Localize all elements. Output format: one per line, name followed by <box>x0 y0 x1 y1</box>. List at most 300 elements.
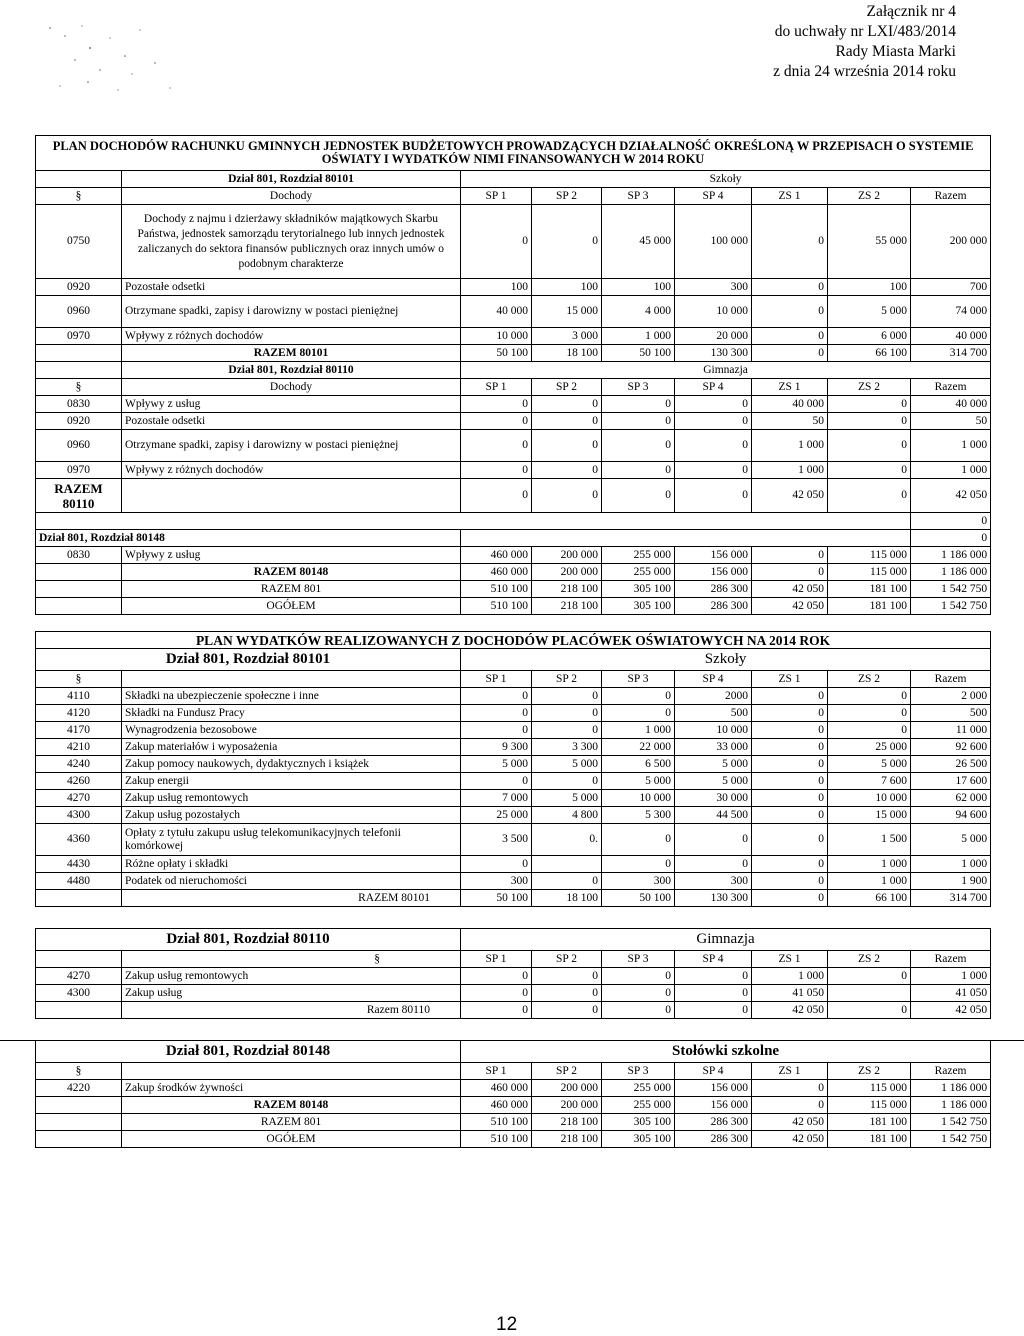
column-header: SP 3 <box>602 671 675 688</box>
cell-value: 300 <box>461 873 532 890</box>
cell-value: 460 000 <box>461 564 532 581</box>
column-header: SP 2 <box>532 188 602 205</box>
column-header: SP 4 <box>675 951 752 968</box>
row-name: Otrzymane spadki, zapisy i darowizny w postaci pieniężnej <box>122 430 461 462</box>
cell-value: 0 <box>752 890 828 907</box>
column-header: Dochody <box>122 379 461 396</box>
row-name: Zakup materiałów i wyposażenia <box>122 739 461 756</box>
cell-value: 156 000 <box>675 1080 752 1097</box>
total-row <box>36 890 991 907</box>
income-s1-heading: Dział 801, Rozdział 80101 <box>122 171 461 188</box>
cell-value: 5 000 <box>602 773 675 790</box>
cell-value: 66 100 <box>828 890 911 907</box>
table-row <box>36 279 991 296</box>
cell-value: 0 <box>602 479 675 513</box>
total-label: Razem 80110 <box>122 1002 461 1019</box>
table-row <box>36 547 991 564</box>
cell-value: 0 <box>532 705 602 722</box>
cell-value: 100 <box>828 279 911 296</box>
row-name: Wpływy z usług <box>122 396 461 413</box>
cell-value: 0 <box>461 968 532 985</box>
total-label: RAZEM 80148 <box>122 1097 461 1114</box>
cell-value: 50 100 <box>461 345 532 362</box>
column-header: ZS 1 <box>752 379 828 396</box>
column-header: SP 4 <box>675 1063 752 1080</box>
total-row <box>36 1131 991 1148</box>
cell-value: 0 <box>752 705 828 722</box>
cell-value: 5 300 <box>602 807 675 824</box>
table-row <box>36 430 991 462</box>
row-code: 4110 <box>36 688 122 705</box>
cell-value: 0 <box>752 345 828 362</box>
expenses-title: PLAN WYDATKÓW REALIZOWANYCH Z DOCHODÓW PLACÓWEK OŚWIATOWYCH NA 2014 ROK <box>36 632 991 649</box>
cell-value: 0 <box>602 413 675 430</box>
column-header: Razem <box>911 951 991 968</box>
cell-value: 218 100 <box>532 1131 602 1148</box>
row-code: 4360 <box>36 824 122 856</box>
cell-value: 0 <box>675 856 752 873</box>
cell-value: 1 186 000 <box>911 564 991 581</box>
cell-value: 0 <box>752 856 828 873</box>
cell-value: 286 300 <box>675 1131 752 1148</box>
cell-value: 11 000 <box>911 722 991 739</box>
cell-value: 130 300 <box>675 345 752 362</box>
cell-value: 460 000 <box>461 547 532 564</box>
cell-value: 0 <box>602 985 675 1002</box>
cell-value: 0 <box>828 1002 911 1019</box>
cell-value: 40 000 <box>911 396 991 413</box>
cell-value: 510 100 <box>461 581 532 598</box>
row-name: Zakup usług remontowych <box>122 790 461 807</box>
cell-value: 460 000 <box>461 1097 532 1114</box>
cell-value: 1 000 <box>911 430 991 462</box>
table-row <box>36 296 991 328</box>
cell-value: 5 000 <box>828 296 911 328</box>
cell-value: 25 000 <box>461 807 532 824</box>
cell-value: 0 <box>461 688 532 705</box>
row-code: 0830 <box>36 547 122 564</box>
cell-value: 0 <box>532 479 602 513</box>
cell-value: 0 <box>602 705 675 722</box>
table-row <box>36 773 991 790</box>
income-s2-unit: Gimnazja <box>461 362 991 379</box>
cell-value: 0 <box>752 205 828 279</box>
cell-value: 156 000 <box>675 547 752 564</box>
income-table <box>35 135 991 615</box>
cell-value: 0 <box>532 968 602 985</box>
cell-value: 100 000 <box>675 205 752 279</box>
cell-value: 1 186 000 <box>911 1097 991 1114</box>
column-header: SP 2 <box>532 379 602 396</box>
cell-value: 0 <box>602 824 675 856</box>
cell-value: 42 050 <box>752 581 828 598</box>
cell-value: 0 <box>532 205 602 279</box>
column-header: SP 1 <box>461 1063 532 1080</box>
cell-value: 1 186 000 <box>911 547 991 564</box>
cell-value: 0 <box>911 530 991 547</box>
cell-value: 17 600 <box>911 773 991 790</box>
cell-value: 460 000 <box>461 1080 532 1097</box>
cell-value: 0 <box>675 413 752 430</box>
cell-value: 0 <box>752 1097 828 1114</box>
resolution-number: do uchwały nr LXI/483/2014 <box>774 23 956 40</box>
expenses-s1-header-row <box>36 671 991 688</box>
row-name: Pozostałe odsetki <box>122 279 461 296</box>
cell-value: 0 <box>675 1002 752 1019</box>
cell-value: 1 000 <box>911 968 991 985</box>
column-header: SP 1 <box>461 379 532 396</box>
row-code: 4240 <box>36 756 122 773</box>
cell-value: 10 000 <box>828 790 911 807</box>
cell-value: 200 000 <box>532 547 602 564</box>
cell-value: 0 <box>675 968 752 985</box>
scan-noise <box>30 8 200 98</box>
cell-value: 6 500 <box>602 756 675 773</box>
row-name: Składki na Fundusz Pracy <box>122 705 461 722</box>
cell-value: 1 500 <box>828 824 911 856</box>
paragraph-sign: § <box>36 379 122 396</box>
cell-value: 0 <box>828 479 911 513</box>
table-row <box>36 396 991 413</box>
cell-value: 0 <box>752 824 828 856</box>
column-header: SP 2 <box>532 951 602 968</box>
cell-value: 1 000 <box>752 968 828 985</box>
cell-value: 66 100 <box>828 345 911 362</box>
expenses-s1-heading: Dział 801, Rozdział 80101 <box>36 649 461 671</box>
cell-value: 4 800 <box>532 807 602 824</box>
cell-value: 0 <box>461 1002 532 1019</box>
expenses-s2-heading: Dział 801, Rozdział 80110 <box>36 929 461 951</box>
table-row <box>36 722 991 739</box>
cell-value: 0 <box>752 328 828 345</box>
cell-value: 50 <box>752 413 828 430</box>
column-header: Razem <box>911 1063 991 1080</box>
cell-value: 0 <box>461 396 532 413</box>
cell-value: 255 000 <box>602 1097 675 1114</box>
column-header: SP 1 <box>461 671 532 688</box>
total-row <box>36 479 991 513</box>
cell-value: 0 <box>828 968 911 985</box>
cell-value: 1 000 <box>828 873 911 890</box>
cell-value: 0 <box>602 1002 675 1019</box>
column-header: Dochody <box>122 188 461 205</box>
income-title: PLAN DOCHODÓW RACHUNKU GMINNYCH JEDNOSTEK BUDŻETOWYCH PROWADZĄCYCH DZIAŁALNOŚĆ OKREŚLONĄ W PRZEPISACH O SYSTEMIE OŚWIATY I WYDATKÓW NIMI FINANSOWANYCH W 2014 ROKU <box>36 136 991 171</box>
cell-value: 130 300 <box>675 890 752 907</box>
cell-value: 0 <box>532 462 602 479</box>
paragraph-sign: § <box>36 188 122 205</box>
expenses-s1-unit: Szkoły <box>461 649 991 671</box>
cell-value: 305 100 <box>602 1114 675 1131</box>
page-number: 12 <box>496 1314 518 1335</box>
table-row <box>36 1080 991 1097</box>
cell-value: 0 <box>602 688 675 705</box>
cell-value: 10 000 <box>675 296 752 328</box>
row-code: 4170 <box>36 722 122 739</box>
cell-value: 0 <box>752 790 828 807</box>
cell-value: 10 000 <box>602 790 675 807</box>
cell-value: 5 000 <box>828 756 911 773</box>
column-header: SP 4 <box>675 671 752 688</box>
cell-value: 42 050 <box>752 479 828 513</box>
column-header: ZS 2 <box>828 188 911 205</box>
expenses-s3-unit: Stołówki szkolne <box>461 1041 991 1063</box>
cell-value: 10 000 <box>675 722 752 739</box>
cell-value: 15 000 <box>828 807 911 824</box>
row-name: Zakup pomocy naukowych, dydaktycznych i książek <box>122 756 461 773</box>
cell-value: 200 000 <box>532 1097 602 1114</box>
cell-value: 0 <box>532 1002 602 1019</box>
column-header: ZS 1 <box>752 1063 828 1080</box>
expenses-s2-unit: Gimnazja <box>461 929 991 951</box>
cell-value: 1 900 <box>911 873 991 890</box>
column-header: ZS 1 <box>752 188 828 205</box>
cell-value: 218 100 <box>532 581 602 598</box>
cell-value: 74 000 <box>911 296 991 328</box>
total-row <box>36 345 991 362</box>
cell-value: 0 <box>602 968 675 985</box>
column-header: ZS 1 <box>752 671 828 688</box>
row-name: Wynagrodzenia bezosobowe <box>122 722 461 739</box>
cell-value: 255 000 <box>602 547 675 564</box>
column-header: ZS 2 <box>828 671 911 688</box>
column-header: ZS 1 <box>752 951 828 968</box>
row-name: Zakup usług remontowych <box>122 968 461 985</box>
cell-value: 4 000 <box>602 296 675 328</box>
row-name: Zakup usług pozostałych <box>122 807 461 824</box>
cell-value: 0 <box>461 985 532 1002</box>
cell-value: 5 000 <box>532 756 602 773</box>
row-code: 4300 <box>36 985 122 1002</box>
cell-value: 26 500 <box>911 756 991 773</box>
cell-value: 305 100 <box>602 1131 675 1148</box>
cell-value: 305 100 <box>602 598 675 615</box>
cell-value: 1 186 000 <box>911 1080 991 1097</box>
cell-value: 50 <box>911 413 991 430</box>
cell-value: 0 <box>532 688 602 705</box>
row-name: Otrzymane spadki, zapisy i darowizny w postaci pieniężnej <box>122 296 461 328</box>
cell-value: 0 <box>752 773 828 790</box>
cell-value: 300 <box>675 873 752 890</box>
cell-value: 5 000 <box>675 756 752 773</box>
cell-value: 5 000 <box>532 790 602 807</box>
cell-value: 510 100 <box>461 598 532 615</box>
total-row <box>36 598 991 615</box>
cell-value: 3 300 <box>532 739 602 756</box>
cell-value: 115 000 <box>828 1080 911 1097</box>
cell-value: 1 542 750 <box>911 1131 991 1148</box>
cell-value: 100 <box>532 279 602 296</box>
row-code: 0970 <box>36 328 122 345</box>
table-row <box>36 807 991 824</box>
cell-value: 286 300 <box>675 598 752 615</box>
column-header: ZS 2 <box>828 1063 911 1080</box>
cell-value: 181 100 <box>828 581 911 598</box>
table-row <box>36 968 991 985</box>
cell-value: 0 <box>532 413 602 430</box>
row-code: 4220 <box>36 1080 122 1097</box>
cell-value: 0 <box>675 985 752 1002</box>
cell-value: 255 000 <box>602 1080 675 1097</box>
row-code: 4300 <box>36 807 122 824</box>
cell-value <box>532 856 602 873</box>
cell-value: 0 <box>675 479 752 513</box>
column-header: SP 3 <box>602 1063 675 1080</box>
cell-value: 10 000 <box>461 328 532 345</box>
cell-value: 7 000 <box>461 790 532 807</box>
cell-value: 0 <box>602 856 675 873</box>
cell-value: 0 <box>828 705 911 722</box>
cell-value: 0 <box>828 722 911 739</box>
cell-value: 0 <box>752 722 828 739</box>
cell-value: 33 000 <box>675 739 752 756</box>
cell-value: 0 <box>752 756 828 773</box>
cell-value: 200 000 <box>911 205 991 279</box>
cell-value: 0 <box>461 479 532 513</box>
row-name: Wpływy z różnych dochodów <box>122 462 461 479</box>
total-label: RAZEM 80110 <box>36 479 122 513</box>
cell-value: 15 000 <box>532 296 602 328</box>
row-name: Zakup środków żywności <box>122 1080 461 1097</box>
income-s1-unit: Szkoły <box>461 171 991 188</box>
cell-value: 0 <box>461 705 532 722</box>
row-code: 4210 <box>36 739 122 756</box>
cell-value: 115 000 <box>828 564 911 581</box>
row-code: 0970 <box>36 462 122 479</box>
row-name: Składki na ubezpieczenie społeczne i inne <box>122 688 461 705</box>
cell-value: 0 <box>752 564 828 581</box>
cell-value: 42 050 <box>911 1002 991 1019</box>
row-name: Wpływy z różnych dochodów <box>122 328 461 345</box>
cell-value: 0 <box>532 773 602 790</box>
table-row <box>36 462 991 479</box>
cell-value: 44 500 <box>675 807 752 824</box>
cell-value: 1 000 <box>602 328 675 345</box>
cell-value: 0 <box>752 739 828 756</box>
cell-value: 0 <box>828 413 911 430</box>
row-name: Pozostałe odsetki <box>122 413 461 430</box>
total-label: RAZEM 80148 <box>122 564 461 581</box>
cell-value: 1 000 <box>911 462 991 479</box>
cell-value: 500 <box>675 705 752 722</box>
cell-value: 3 500 <box>461 824 532 856</box>
cell-value: 0 <box>532 396 602 413</box>
cell-value: 0 <box>752 547 828 564</box>
expenses-table <box>35 631 991 1148</box>
total-row <box>36 1097 991 1114</box>
row-code: 4480 <box>36 873 122 890</box>
cell-value: 22 000 <box>602 739 675 756</box>
cell-value: 200 000 <box>532 1080 602 1097</box>
council-name: Rady Miasta Marki <box>835 43 956 60</box>
cell-value: 314 700 <box>911 345 991 362</box>
cell-value: 286 300 <box>675 581 752 598</box>
column-header: Razem <box>911 379 991 396</box>
cell-value: 100 <box>461 279 532 296</box>
row-name: Opłaty z tytułu zakupu usług telekomunikacyjnych telefonii komórkowej <box>122 824 461 856</box>
resolution-date: z dnia 24 września 2014 roku <box>773 63 956 80</box>
cell-value: 55 000 <box>828 205 911 279</box>
row-code: 0750 <box>36 205 122 279</box>
cell-value: 42 050 <box>752 1114 828 1131</box>
cell-value: 5 000 <box>461 756 532 773</box>
cell-value: 5 000 <box>911 824 991 856</box>
total-label: RAZEM 80101 <box>122 890 461 907</box>
table-row <box>36 739 991 756</box>
cell-value: 45 000 <box>602 205 675 279</box>
cell-value: 0 <box>752 296 828 328</box>
row-code: 4260 <box>36 773 122 790</box>
cell-value: 2 000 <box>911 688 991 705</box>
cell-value: 5 000 <box>675 773 752 790</box>
cell-value: 42 050 <box>911 479 991 513</box>
cell-value: 18 100 <box>532 345 602 362</box>
table-row <box>36 873 991 890</box>
column-header: SP 4 <box>675 188 752 205</box>
cell-value: 0 <box>602 462 675 479</box>
column-header: SP 3 <box>602 951 675 968</box>
cell-value: 50 100 <box>461 890 532 907</box>
cell-value: 0 <box>675 824 752 856</box>
row-code: 0920 <box>36 279 122 296</box>
cell-value: 286 300 <box>675 1114 752 1131</box>
income-s2-heading: Dział 801, Rozdział 80110 <box>122 362 461 379</box>
attachment-number: Załącznik nr 4 <box>866 3 956 20</box>
cell-value: 200 000 <box>532 564 602 581</box>
cell-value: 218 100 <box>532 598 602 615</box>
cell-value: 115 000 <box>828 547 911 564</box>
cell-value: 0 <box>461 205 532 279</box>
cell-value: 181 100 <box>828 598 911 615</box>
cell-value: 30 000 <box>675 790 752 807</box>
cell-value: 42 050 <box>752 1002 828 1019</box>
cell-value: 1 542 750 <box>911 581 991 598</box>
income-s3-heading: Dział 801, Rozdział 80148 <box>36 530 461 547</box>
cell-value: 218 100 <box>532 1114 602 1131</box>
table-row <box>36 790 991 807</box>
table-row <box>36 328 991 345</box>
table-row <box>36 413 991 430</box>
cell-value: 0 <box>752 807 828 824</box>
paragraph-sign: § <box>36 671 122 688</box>
cell-value: 156 000 <box>675 564 752 581</box>
row-code: 0960 <box>36 430 122 462</box>
cell-value: 0 <box>828 688 911 705</box>
cell-value: 1 542 750 <box>911 1114 991 1131</box>
cell-value: 305 100 <box>602 581 675 598</box>
cell-value: 0 <box>461 462 532 479</box>
expenses-s2-header-row <box>36 951 991 968</box>
cell-value: 1 000 <box>828 856 911 873</box>
cell-value: 300 <box>602 873 675 890</box>
total-label: RAZEM 801 <box>122 1114 461 1131</box>
cell-value: 314 700 <box>911 890 991 907</box>
cell-value: 94 600 <box>911 807 991 824</box>
cell-value: 42 050 <box>752 598 828 615</box>
cell-value: 25 000 <box>828 739 911 756</box>
column-header: SP 2 <box>532 671 602 688</box>
cell-value: 181 100 <box>828 1114 911 1131</box>
column-header: SP 4 <box>675 379 752 396</box>
cell-value: 0 <box>532 722 602 739</box>
column-header: SP 1 <box>461 188 532 205</box>
cell-value: 0 <box>675 462 752 479</box>
cell-value: 0 <box>828 430 911 462</box>
row-code: 0920 <box>36 413 122 430</box>
cell-value: 0 <box>461 856 532 873</box>
cell-value: 6 000 <box>828 328 911 345</box>
cell-value: 7 600 <box>828 773 911 790</box>
cell-value: 92 600 <box>911 739 991 756</box>
